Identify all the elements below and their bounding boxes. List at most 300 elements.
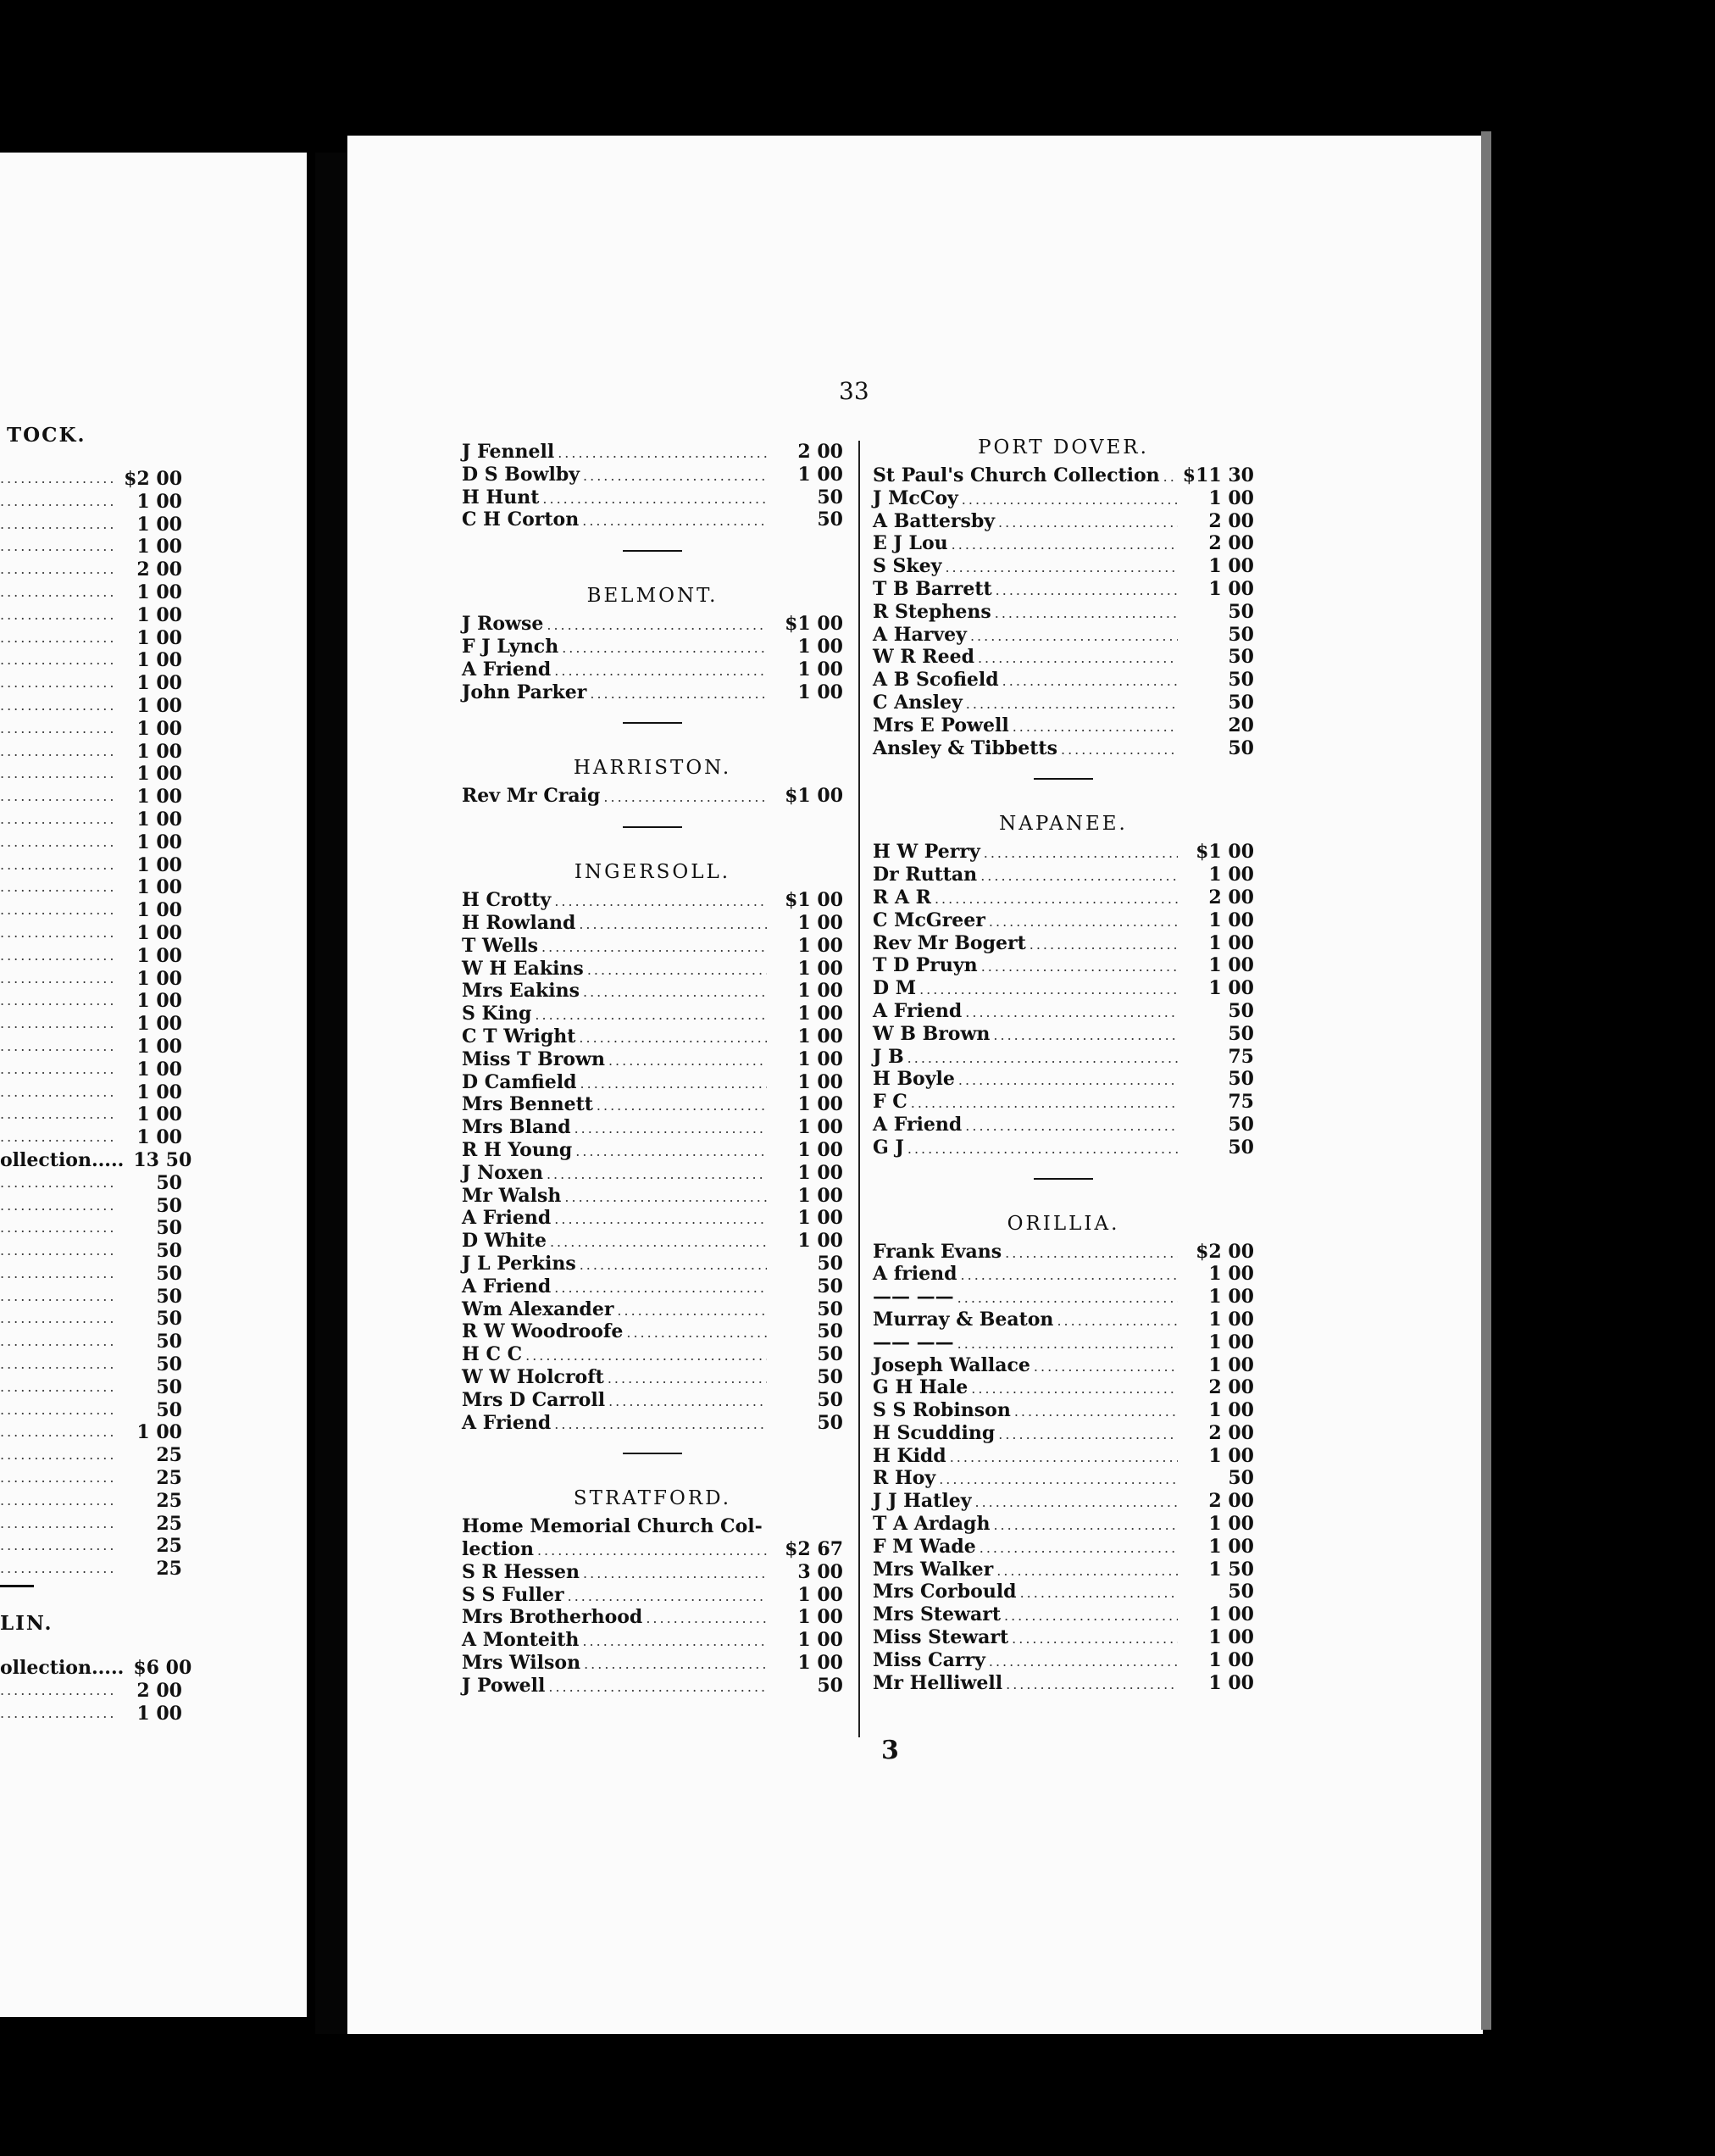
amount: 75 xyxy=(1228,1045,1254,1068)
contributor-name: J Powell xyxy=(462,1674,546,1697)
section-heading: PORT DOVER. xyxy=(978,436,1149,458)
left-name-fragment: ollection..... xyxy=(0,1657,125,1679)
entry-row xyxy=(462,1561,843,1584)
amount: 1 00 xyxy=(797,957,843,980)
amount: $2 00 xyxy=(1196,1240,1254,1263)
amount: 1 00 xyxy=(1208,577,1254,600)
entry-row xyxy=(462,508,843,531)
left-entry-row xyxy=(0,968,182,991)
left-entry-row xyxy=(0,1308,182,1331)
leader-dots xyxy=(580,1254,767,1277)
amount: 1 00 xyxy=(1208,909,1254,931)
amount: 50 xyxy=(1228,1467,1254,1490)
amount: 50 xyxy=(817,1365,843,1388)
entry-row xyxy=(873,977,1254,1000)
leader-dots xyxy=(0,990,114,1013)
left-entry-row xyxy=(0,1421,182,1444)
amount: 1 00 xyxy=(797,911,843,934)
amount: 50 xyxy=(817,1411,843,1434)
left-entry-row xyxy=(0,808,182,831)
contributor-name: J McCoy xyxy=(873,486,958,509)
leader-dots xyxy=(575,1141,767,1164)
contributor-name: G H Hale xyxy=(873,1376,969,1399)
left-entry-row xyxy=(0,899,182,922)
amount: 1 00 xyxy=(136,831,182,853)
leader-dots xyxy=(0,899,114,922)
left-entry-row xyxy=(0,514,182,536)
entry-row xyxy=(873,1263,1254,1286)
left-entry-row xyxy=(0,1535,182,1558)
contributor-name: W B Brown xyxy=(873,1022,991,1045)
contributor-name: Mrs Wilson xyxy=(462,1652,581,1675)
amount: 1 00 xyxy=(1208,1648,1254,1671)
amount: 2 00 xyxy=(1208,1376,1254,1399)
entry-row xyxy=(873,578,1254,601)
amount: 1 00 xyxy=(797,1652,843,1675)
contributor-name: A Friend xyxy=(873,999,963,1022)
entry-row xyxy=(873,909,1254,932)
amount: 3 00 xyxy=(797,1560,843,1583)
amount: 1 00 xyxy=(1208,954,1254,977)
leader-dots xyxy=(584,1653,767,1676)
left-entry-row xyxy=(0,1353,182,1376)
entry-row xyxy=(873,669,1254,692)
leader-dots xyxy=(608,1050,767,1073)
left-bottom-list xyxy=(0,1657,192,1725)
contributor-name: A Friend xyxy=(873,1113,963,1136)
entry-row xyxy=(873,1091,1254,1114)
left-entry-row xyxy=(0,1036,182,1059)
left-entry-row xyxy=(0,741,182,764)
amount: 1 00 xyxy=(797,681,843,703)
contributor-name: T D Pruyn xyxy=(873,954,978,977)
entry-row xyxy=(462,1652,843,1675)
leader-dots xyxy=(579,914,767,936)
leader-dots xyxy=(1163,466,1178,489)
left-entry-row xyxy=(0,831,182,854)
leader-dots xyxy=(935,888,1178,911)
left-entry-row xyxy=(0,536,182,558)
leader-dots xyxy=(1020,1582,1178,1605)
contributor-name: A Friend xyxy=(462,658,552,681)
leader-dots xyxy=(0,1195,114,1218)
left-entry-row xyxy=(0,1467,182,1490)
leader-dots xyxy=(0,695,114,718)
amount: 1 00 xyxy=(797,1070,843,1093)
leader-dots xyxy=(554,891,767,914)
amount: 1 00 xyxy=(136,649,182,672)
leader-dots xyxy=(0,718,114,741)
entry-row xyxy=(462,1538,843,1561)
entry-row xyxy=(462,658,843,681)
contributor-name: H Boyle xyxy=(873,1068,955,1091)
amount: 2 00 xyxy=(1208,886,1254,909)
left-entry-row xyxy=(0,558,182,581)
contributor-name: T Wells xyxy=(462,934,539,957)
contributor-name: S S Robinson xyxy=(873,1399,1011,1422)
amount: 1 00 xyxy=(136,536,182,558)
section-heading: HARRISTON. xyxy=(573,757,732,780)
entry-row xyxy=(462,1139,843,1162)
leader-dots xyxy=(0,1399,114,1422)
leader-dots xyxy=(998,1424,1178,1447)
leader-dots xyxy=(0,1217,114,1240)
contributor-name: R Stephens xyxy=(873,600,991,623)
leader-dots xyxy=(1014,1401,1178,1424)
leader-dots xyxy=(0,1036,114,1059)
left-entry-row xyxy=(0,1490,182,1513)
entry-row xyxy=(462,681,843,704)
contributor-name: D White xyxy=(462,1230,547,1253)
leader-dots xyxy=(984,842,1178,865)
amount: 1 00 xyxy=(136,786,182,808)
amount: 50 xyxy=(1228,1581,1254,1603)
entry-row xyxy=(462,1071,843,1094)
entry-row xyxy=(462,1025,843,1048)
leader-dots xyxy=(993,1025,1178,1047)
entry-row xyxy=(873,1331,1254,1354)
leader-dots xyxy=(582,510,767,533)
amount: 1 00 xyxy=(1208,1603,1254,1626)
amount: 1 00 xyxy=(797,635,843,658)
left-entry-row xyxy=(0,581,182,604)
leader-dots xyxy=(1030,934,1178,957)
left-entry-row xyxy=(0,672,182,695)
amount: 1 00 xyxy=(136,967,182,990)
contributor-name: —— —— xyxy=(873,1331,954,1353)
contributor-name: C McGreer xyxy=(873,909,985,931)
leader-dots xyxy=(980,1537,1178,1560)
leader-dots xyxy=(0,1513,114,1536)
entry-row xyxy=(873,464,1254,487)
contributor-name: T B Barrett xyxy=(873,577,992,600)
amount: 1 00 xyxy=(136,694,182,717)
amount: 1 00 xyxy=(797,1583,843,1606)
entry-row xyxy=(873,1513,1254,1536)
entry-row xyxy=(462,785,843,808)
entry-row xyxy=(462,1675,843,1698)
leader-dots xyxy=(558,442,767,465)
leader-dots xyxy=(568,1586,767,1609)
entry-row xyxy=(462,1515,843,1538)
left-entry-row xyxy=(0,1217,182,1240)
amount: 50 xyxy=(817,1275,843,1297)
entry-row xyxy=(462,636,843,658)
amount: 25 xyxy=(156,1467,182,1490)
contributor-name: R H Young xyxy=(462,1138,573,1161)
contributor-name: J Noxen xyxy=(462,1161,543,1184)
contributor-name: Mrs Walker xyxy=(873,1558,994,1581)
entry-row xyxy=(873,1581,1254,1603)
section-rule xyxy=(623,722,682,724)
entry-row xyxy=(873,1559,1254,1581)
left-entry-row xyxy=(0,876,182,899)
leader-dots xyxy=(603,786,767,809)
entry-row xyxy=(462,1185,843,1208)
amount: 1 00 xyxy=(136,740,182,763)
contributor-name: F M Wade xyxy=(873,1535,976,1558)
contributor-name: W W Holcroft xyxy=(462,1365,604,1388)
entry-row xyxy=(873,1399,1254,1422)
entry-row xyxy=(462,1162,843,1185)
leader-dots xyxy=(965,1115,1178,1138)
amount: 1 00 xyxy=(136,626,182,649)
leader-dots xyxy=(0,1126,114,1149)
amount: 50 xyxy=(1228,999,1254,1022)
entry-row xyxy=(462,1629,843,1652)
page-edge xyxy=(1481,131,1491,2030)
leader-dots xyxy=(0,1444,114,1467)
left-entry-row xyxy=(0,1240,182,1263)
contributor-name: A Friend xyxy=(462,1275,552,1297)
entry-row xyxy=(462,613,843,636)
entry-row xyxy=(873,1649,1254,1672)
entry-row xyxy=(873,1136,1254,1159)
amount: 1 00 xyxy=(1208,1286,1254,1309)
leader-dots xyxy=(0,1376,114,1399)
leader-dots xyxy=(0,1703,114,1725)
left-entry-row xyxy=(0,1444,182,1467)
entry-row xyxy=(873,624,1254,647)
amount: 50 xyxy=(156,1217,182,1240)
leader-dots xyxy=(562,637,767,660)
amount: 1 00 xyxy=(797,934,843,957)
amount: 50 xyxy=(156,1375,182,1398)
amount: 50 xyxy=(1228,646,1254,669)
page-number: 33 xyxy=(839,377,869,405)
contributor-name: Mr Helliwell xyxy=(873,1671,1003,1694)
entry-row xyxy=(462,1253,843,1275)
left-entry-row xyxy=(0,990,182,1013)
contributor-name: St Paul's Church Collection xyxy=(873,464,1160,486)
amount: 1 00 xyxy=(797,1047,843,1070)
leader-dots xyxy=(945,557,1178,580)
contributor-name: G J xyxy=(873,1136,904,1159)
contributor-name: D S Bowlby xyxy=(462,463,580,486)
entry-row xyxy=(873,1626,1254,1649)
leader-dots xyxy=(580,1073,767,1096)
leader-dots xyxy=(579,1027,767,1050)
amount: 50 xyxy=(1228,691,1254,714)
contributor-name: A Battersby xyxy=(873,509,996,532)
entry-row xyxy=(462,1048,843,1071)
amount: $2 67 xyxy=(785,1538,843,1561)
leader-dots xyxy=(0,1558,114,1581)
entry-row xyxy=(462,1584,843,1607)
leader-dots xyxy=(0,831,114,854)
amount: 50 xyxy=(817,1674,843,1697)
leader-dots xyxy=(583,981,767,1004)
leader-dots xyxy=(965,1002,1178,1025)
contributor-name: S S Fuller xyxy=(462,1583,564,1606)
left-entry-row xyxy=(0,763,182,786)
amount: 1 00 xyxy=(136,808,182,831)
entry-row xyxy=(462,1412,843,1435)
leader-dots xyxy=(911,1092,1178,1115)
entry-row xyxy=(873,1354,1254,1377)
section-heading: NAPANEE. xyxy=(999,813,1128,836)
entry-row xyxy=(462,1320,843,1343)
amount: 1 00 xyxy=(797,1093,843,1116)
contributor-name: A Friend xyxy=(462,1411,552,1434)
section-heading: INGERSOLL. xyxy=(574,861,731,884)
leader-dots xyxy=(0,1535,114,1558)
contributor-name: H Scudding xyxy=(873,1421,996,1444)
entry-row xyxy=(873,487,1254,510)
leader-dots xyxy=(541,936,767,959)
amount: 1 00 xyxy=(797,1025,843,1047)
leader-dots xyxy=(0,581,114,604)
left-section-rule xyxy=(0,1585,34,1587)
amount: 1 00 xyxy=(136,1058,182,1081)
entry-row xyxy=(873,601,1254,624)
contributor-name: T A Ardagh xyxy=(873,1513,991,1536)
leader-dots xyxy=(1006,1674,1178,1697)
amount: 50 xyxy=(156,1240,182,1263)
leader-dots xyxy=(0,1263,114,1286)
entry-row xyxy=(873,1000,1254,1023)
left-entry-row xyxy=(0,1103,182,1126)
amount: 1 00 xyxy=(1208,977,1254,1000)
left-name-fragment: ollection..... xyxy=(0,1148,125,1171)
entry-row xyxy=(873,1376,1254,1399)
amount: 2 00 xyxy=(1208,532,1254,555)
leader-dots xyxy=(0,1353,114,1376)
amount: 1 00 xyxy=(797,1003,843,1025)
entry-row xyxy=(873,555,1254,578)
amount: 50 xyxy=(156,1194,182,1217)
entry-row xyxy=(462,1343,843,1366)
amount: 50 xyxy=(156,1331,182,1353)
entry-row xyxy=(462,1389,843,1412)
entry-row xyxy=(873,737,1254,760)
amount: 1 00 xyxy=(797,980,843,1003)
leader-dots xyxy=(626,1322,767,1345)
entry-row xyxy=(462,912,843,935)
leader-dots xyxy=(0,1680,114,1703)
amount: 1 00 xyxy=(797,1629,843,1652)
leader-dots xyxy=(0,1490,114,1513)
amount: 1 00 xyxy=(797,1184,843,1207)
amount: $1 00 xyxy=(785,785,843,808)
leader-dots xyxy=(993,1514,1178,1537)
left-entry-row xyxy=(0,945,182,968)
entry-row xyxy=(873,1068,1254,1091)
amount: 50 xyxy=(156,1353,182,1376)
amount: 50 xyxy=(817,1252,843,1275)
leader-dots xyxy=(608,1368,767,1391)
signature-mark: 3 xyxy=(881,1736,899,1765)
leader-dots xyxy=(525,1345,767,1368)
section-rule xyxy=(1034,1178,1093,1180)
amount: 1 00 xyxy=(136,1081,182,1103)
contributor-name: J Rowse xyxy=(462,613,544,636)
amount: 2 00 xyxy=(1208,1490,1254,1513)
amount: 50 xyxy=(1228,1022,1254,1045)
left-heading-2: LIN. xyxy=(0,1612,53,1635)
amount: 25 xyxy=(156,1512,182,1535)
amount: 1 50 xyxy=(1208,1558,1254,1581)
leader-dots xyxy=(0,1013,114,1036)
entry-row xyxy=(873,841,1254,864)
entry-row xyxy=(873,886,1254,909)
leader-dots xyxy=(989,1651,1178,1674)
contributor-name: Mrs Corbould xyxy=(873,1581,1017,1603)
entry-row xyxy=(873,1536,1254,1559)
entry-row xyxy=(873,1490,1254,1513)
contributor-name: F C xyxy=(873,1091,907,1114)
amount: $1 00 xyxy=(785,889,843,912)
left-entry-row xyxy=(0,1148,192,1172)
contributor-name: Joseph Wallace xyxy=(873,1353,1030,1376)
leader-dots xyxy=(952,534,1178,557)
amount: 25 xyxy=(156,1444,182,1467)
leader-dots xyxy=(597,1095,767,1118)
amount: 50 xyxy=(817,1388,843,1411)
leader-dots xyxy=(564,1186,767,1209)
leader-dots xyxy=(981,956,1178,979)
leader-dots xyxy=(554,1414,767,1436)
leader-dots xyxy=(962,489,1178,512)
leader-dots xyxy=(554,660,767,683)
leader-dots xyxy=(1013,716,1178,739)
entry-row xyxy=(462,1275,843,1298)
leader-dots xyxy=(0,558,114,581)
leader-dots xyxy=(574,1118,767,1141)
contributor-name: J Fennell xyxy=(462,441,555,463)
entry-row xyxy=(462,1003,843,1025)
amount: 1 00 xyxy=(136,672,182,695)
contributor-name: Miss T Brown xyxy=(462,1047,605,1070)
section-rule xyxy=(623,826,682,828)
entry-row xyxy=(462,958,843,981)
column-divider xyxy=(858,441,860,1737)
amount: 1 00 xyxy=(1208,931,1254,954)
contributor-name: R W Woodroofe xyxy=(462,1320,624,1343)
amount: 1 00 xyxy=(1208,1331,1254,1353)
leader-dots xyxy=(1012,1628,1178,1651)
amount: $2 00 xyxy=(124,468,182,490)
leader-dots xyxy=(995,603,1178,625)
left-entry-row xyxy=(0,1126,182,1149)
contributor-name: S R Hessen xyxy=(462,1560,580,1583)
amount: 2 00 xyxy=(136,558,182,581)
contributor-name: —— —— xyxy=(873,1286,954,1309)
contributor-name: J L Perkins xyxy=(462,1252,576,1275)
book-spine xyxy=(315,153,347,2034)
leader-dots xyxy=(1004,1605,1178,1628)
entry-row xyxy=(462,1298,843,1321)
section-heading: BELMONT. xyxy=(586,585,719,608)
leader-dots xyxy=(1034,1356,1178,1379)
amount: 50 xyxy=(1228,623,1254,646)
entry-row xyxy=(873,932,1254,955)
contributor-name: R Hoy xyxy=(873,1467,936,1490)
section-rule xyxy=(623,1453,682,1454)
entry-row xyxy=(873,646,1254,669)
contributor-name: Mrs Stewart xyxy=(873,1603,1001,1626)
leader-dots xyxy=(590,683,767,706)
left-entry-row xyxy=(0,1703,182,1725)
amount: 2 00 xyxy=(1208,509,1254,532)
left-entry-row xyxy=(0,718,182,741)
left-amount-list xyxy=(0,468,192,1581)
leader-dots xyxy=(957,1333,1178,1356)
leader-dots xyxy=(537,1540,767,1563)
contributor-name: S Skey xyxy=(873,555,942,578)
contributor-name: John Parker xyxy=(462,681,587,703)
entry-row xyxy=(873,1286,1254,1309)
